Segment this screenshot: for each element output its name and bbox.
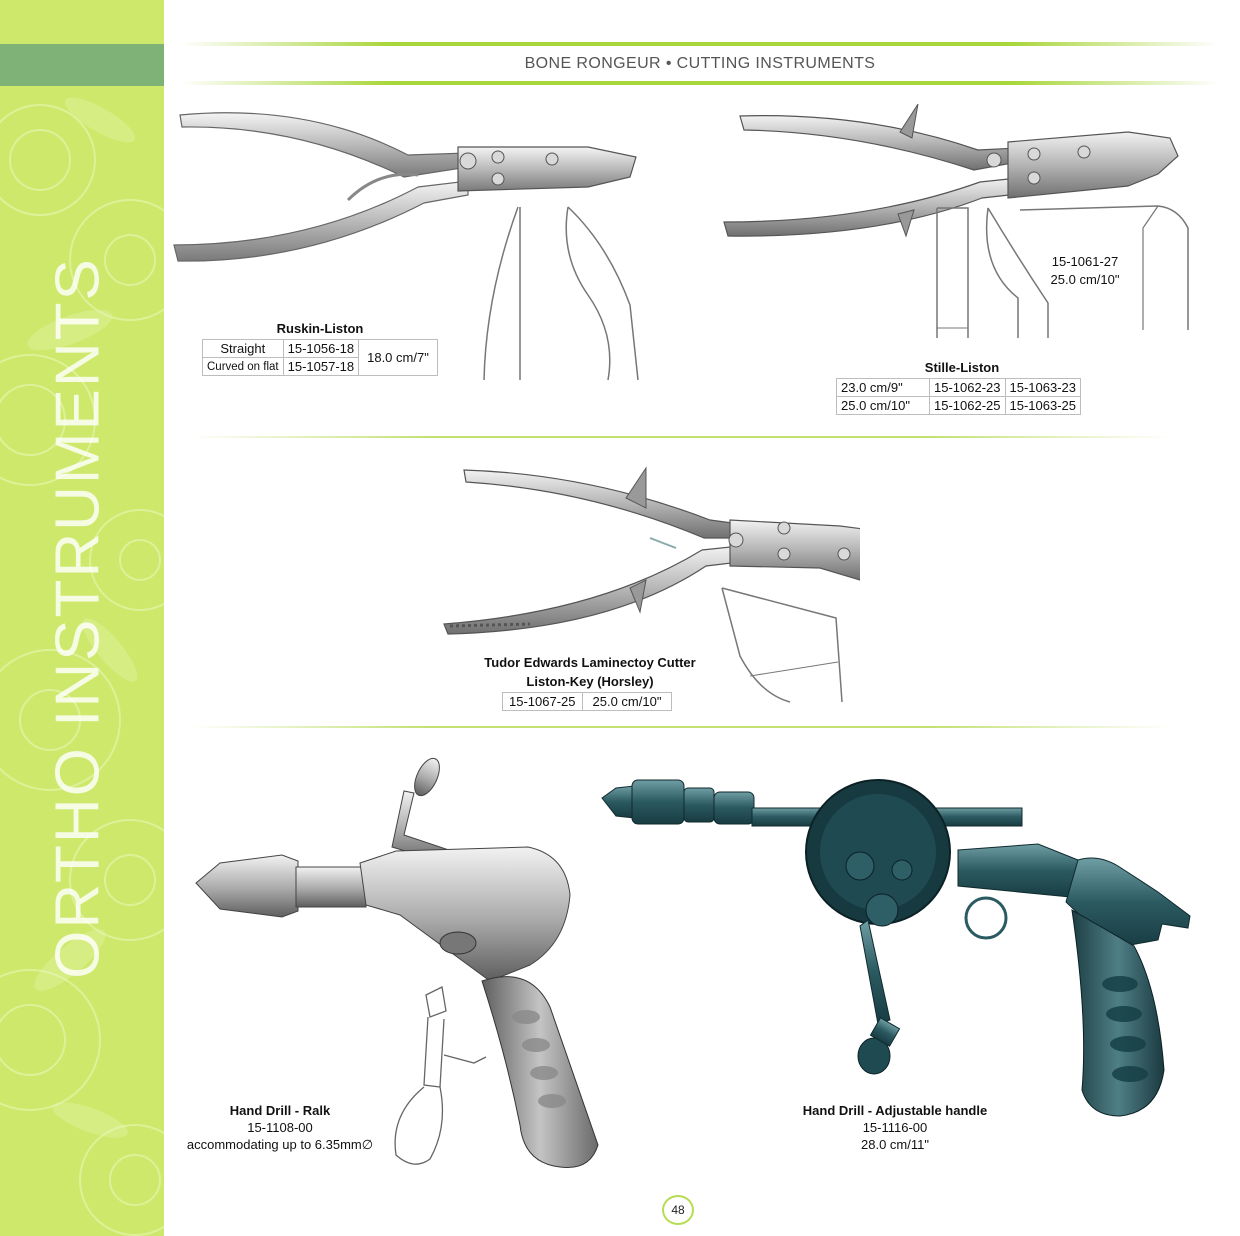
stille-row1-code1: 15-1062-23 [930,379,1006,397]
hand-drill-ralk-note: accommodating up to 6.35mm∅ [186,1137,374,1152]
ruskin-row2-type: Curved on flat [203,358,284,376]
tudor-edwards-name: Tudor Edwards Laminectoy Cutter [484,655,696,670]
stille-liston-name: Stille-Liston [924,360,1000,375]
ruskin-row1-code: 15-1056-18 [283,340,359,358]
stille-row2-code1: 15-1062-25 [930,397,1006,415]
hand-drill-adjustable-name: Hand Drill - Adjustable handle [802,1103,988,1118]
page-number: 48 [662,1195,694,1225]
stille-row1-code2: 15-1063-23 [1005,379,1081,397]
stille-liston-illustration [718,98,1198,348]
sidebar-title: ORTHO INSTRUMENTS [43,257,113,979]
stille-extra-size: 25.0 cm/10" [1050,272,1120,287]
hand-drill-adjustable-illustration [598,770,1198,1125]
ruskin-row1-type: Straight [203,340,284,358]
tudor-code: 15-1067-25 [503,693,583,711]
sidebar-tab [0,44,164,86]
ruskin-liston-table [202,339,438,376]
stille-row2-size: 25.0 cm/10" [837,397,930,415]
stille-liston-table [836,378,1081,415]
ruskin-size: 18.0 cm/7" [359,340,438,376]
table-row [503,693,672,711]
table-row [837,379,1081,397]
table-row [203,340,438,358]
section-divider [190,726,1170,728]
tudor-size: 25.0 cm/10" [582,693,672,711]
ruskin-row2-code: 15-1057-18 [283,358,359,376]
sidebar-band [0,0,164,1236]
tudor-edwards-illustration [440,462,860,707]
hand-drill-adjustable-size: 28.0 cm/11" [861,1137,929,1152]
stille-row1-size: 23.0 cm/9" [837,379,930,397]
page-title: BONE RONGEUR • CUTTING INSTRUMENTS [524,55,876,72]
table-row [837,397,1081,415]
tudor-edwards-subname: Liston-Key (Horsley) [526,674,654,689]
hand-drill-ralk-name: Hand Drill - Ralk [229,1103,331,1118]
stille-row2-code2: 15-1063-25 [1005,397,1081,415]
section-divider [190,436,1170,438]
stille-extra-code: 15-1061-27 [1051,254,1119,269]
header-rule-bottom [180,81,1220,85]
hand-drill-ralk-code: 15-1108-00 [247,1120,313,1135]
ruskin-liston-name: Ruskin-Liston [276,321,364,336]
header-rule-top [180,42,1220,46]
tudor-edwards-table [502,692,672,711]
hand-drill-adjustable-code: 15-1116-00 [862,1120,928,1135]
